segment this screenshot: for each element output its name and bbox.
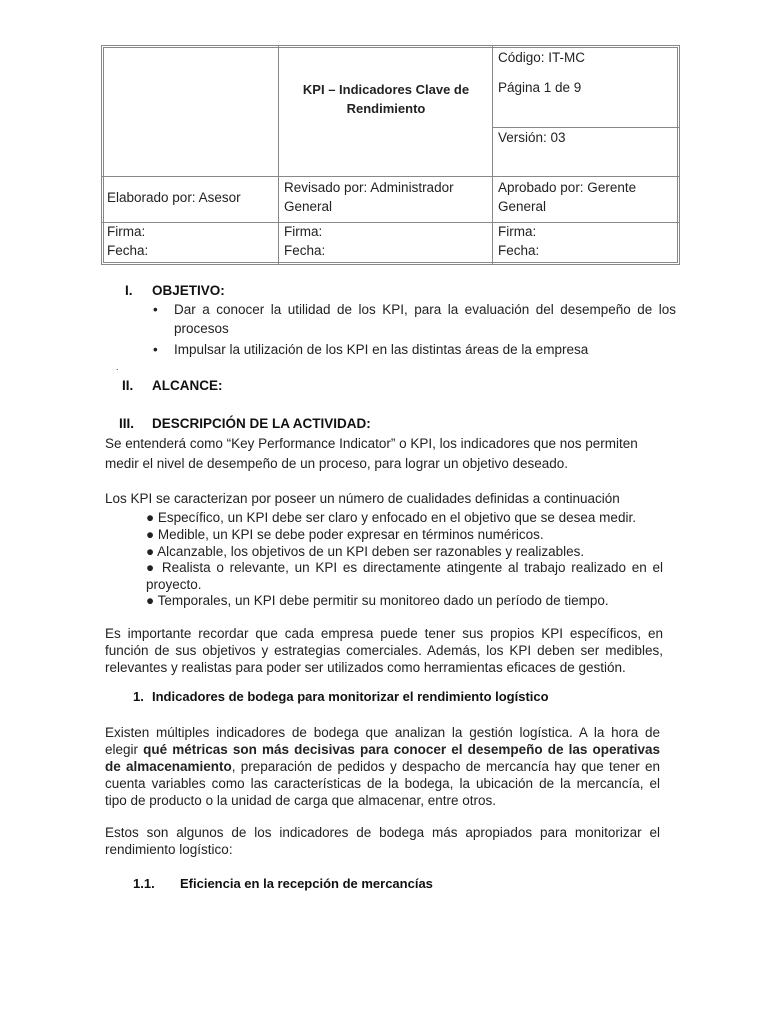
- objetivo-bullet-2: Impulsar la utilización de los KPI en las distintas áreas de la empresa: [174, 342, 589, 357]
- elaborado-cell: Elaborado por: Asesor: [107, 190, 241, 205]
- descripcion-intro: [105, 434, 677, 474]
- p1-line-2: [105, 741, 660, 758]
- p1-line-1: Existen múltiples indicadores de bodega que analizan la gestión logística. A la hora de: [105, 725, 660, 740]
- descripcion-heading: DESCRIPCIÓN DE LA ACTIVIDAD:: [152, 416, 371, 431]
- title-line-1: KPI – Indicadores Clave de: [302, 82, 470, 97]
- bullet-dot: •: [153, 302, 158, 317]
- para2-line-1: Es importante recordar que cada empresa puede tener sus propios KPI específicos, en: [105, 626, 663, 641]
- firma-label: Firma:: [498, 224, 537, 239]
- section-1-heading: Indicadores de bodega para monitorizar el rendimiento logístico: [152, 689, 549, 704]
- codigo-cell: Código: IT-MC: [498, 50, 586, 65]
- realista-line-2: proyecto.: [146, 577, 202, 592]
- p1-line-2-bold: qué métricas son más decisivas para conocer el desempeño de las operativas: [143, 742, 660, 757]
- section-1-parrafo-1: [105, 724, 660, 809]
- title-line-2: Rendimiento: [346, 101, 426, 116]
- table-inner-left: [103, 47, 104, 262]
- objetivo-heading: OBJETIVO:: [152, 283, 225, 298]
- descripcion-numeral: III.: [119, 416, 135, 431]
- section-1-1-numeral: 1.1.: [133, 876, 155, 891]
- table-col-divider-2: [492, 45, 493, 265]
- firma-fecha-cell-1: [107, 222, 148, 260]
- p1-line-4: cuenta variables como las características de la bodega, la ubicación de la mercancía, el: [105, 776, 660, 791]
- section-1-parrafo-2: [105, 824, 660, 858]
- objetivo-numeral: I.: [125, 283, 133, 298]
- firma-fecha-cell-3: [498, 222, 539, 260]
- section-1-numeral: 1.: [133, 689, 144, 704]
- aprobado-line-2: General: [498, 199, 547, 214]
- cualidad-realista: [146, 559, 663, 593]
- fecha-label: Fecha:: [107, 243, 149, 258]
- table-col-divider-1: [278, 45, 279, 265]
- header-table: [101, 45, 680, 265]
- pagina-cell: Página 1 de 9: [498, 80, 582, 95]
- p1-line-2-a: elegir: [105, 742, 144, 757]
- revisado-line-2: General: [284, 199, 333, 214]
- p2-line-2: rendimiento logístico:: [105, 842, 233, 857]
- fecha-label: Fecha:: [498, 243, 540, 258]
- table-row-divider-1: [101, 176, 680, 177]
- intro-line-1: Se entenderá como “Key Performance Indicator” o KPI, los indicadores que nos permiten: [105, 436, 638, 451]
- p2-line-1: Estos son algunos de los indicadores de bodega más apropiados para monitorizar el: [105, 825, 660, 840]
- p1-line-3-bold: de almacenamiento: [105, 759, 232, 774]
- p1-line-3: [105, 758, 660, 775]
- p1-line-5: tipo de producto o la unidad de carga que almacenar, entre otros.: [105, 793, 497, 808]
- firma-fecha-cell-2: [284, 222, 325, 260]
- section-1-1-heading: Eficiencia en la recepción de mercancías: [180, 876, 433, 891]
- table-inner-bottom: [103, 262, 678, 263]
- revisado-cell: [284, 178, 454, 216]
- stray-mark: .: [116, 362, 119, 372]
- cualidad-medible: ● Medible, un KPI se debe poder expresar en términos numéricos.: [146, 527, 544, 542]
- alcance-numeral: II.: [122, 378, 134, 393]
- firma-label: Firma:: [107, 224, 146, 239]
- fecha-label: Fecha:: [284, 243, 326, 258]
- para2-line-2: función de sus objetivos y estrategias comerciales. Además, los KPI deben ser medibles,: [105, 643, 663, 658]
- cualidad-alcanzable: ● Alcanzable, los objetivos de un KPI deben ser razonables y realizables.: [146, 544, 585, 559]
- objetivo-bullet-1: [174, 300, 676, 338]
- cualidad-temporales: ● Temporales, un KPI debe permitir su monitoreo dado un período de tiempo.: [146, 593, 609, 608]
- table-inner-top: [103, 47, 678, 48]
- bullet-dot: •: [153, 342, 158, 357]
- table-row-divider-2: [101, 222, 680, 223]
- table-inner-right: [677, 47, 678, 262]
- aprobado-line-1: Aprobado por: Gerente: [498, 180, 637, 195]
- firma-label: Firma:: [284, 224, 323, 239]
- alcance-heading: ALCANCE:: [152, 378, 223, 393]
- revisado-line-1: Revisado por: Administrador: [284, 180, 454, 195]
- version-cell: Versión: 03: [498, 130, 566, 145]
- cualidades-intro: Los KPI se caracterizan por poseer un número de cualidades definidas a continuación: [105, 491, 620, 506]
- cualidad-especifico: ● Específico, un KPI debe ser claro y enfocado en el objetivo que se desea medir.: [146, 510, 636, 525]
- objetivo-bullet-1-line-1: Dar a conocer la utilidad de los KPI, para la evaluación del desempeño de los: [174, 302, 676, 317]
- p1-line-3-b: , preparación de pedidos y despacho de mercancía hay que tener en: [231, 759, 661, 774]
- intro-line-2: medir el nivel de desempeño de un proceso, para lograr un objetivo deseado.: [105, 456, 569, 471]
- realista-line-1: ● Realista o relevante, un KPI es directamente atingente al trabajo realizado en el: [146, 560, 663, 575]
- document-title: [280, 80, 492, 118]
- aprobado-cell: [498, 178, 636, 216]
- descripcion-parrafo-2: [105, 625, 663, 676]
- objetivo-bullet-1-line-2: procesos: [174, 321, 229, 336]
- para2-line-3: relevantes y realistas para poder ser utilizados como herramientas eficaces de gestión.: [105, 660, 626, 675]
